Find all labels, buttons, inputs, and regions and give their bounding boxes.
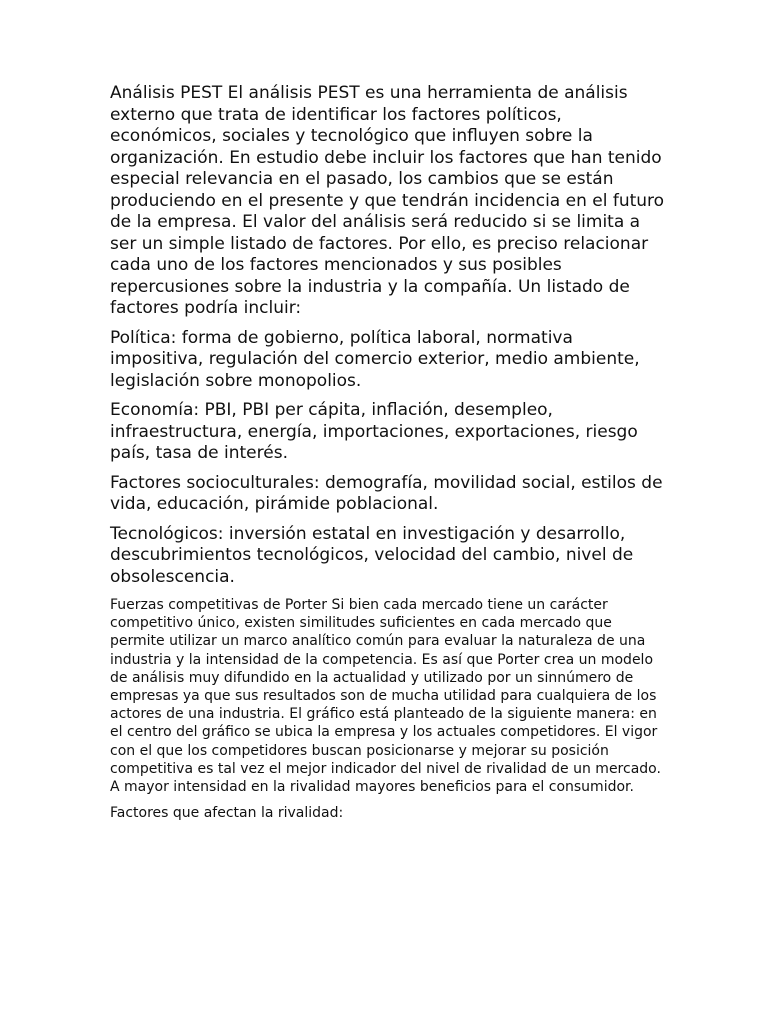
paragraph-socioculturales: Factores socioculturales: demografía, movilidad social, estilos de vida, educación, pirámide poblacional. — [110, 472, 663, 514]
paragraph-pest-intro: Análisis PEST El análisis PEST es una herramienta de análisis externo que trata de identificar los factores políticos, económicos, sociales y tecnológico que influyen sobre la organización. En estudio debe incluir los factores que han tenido especial relevancia en el pasado, los cambios que se están produciendo en el presente y que tendrán incidencia en el futuro de la empresa. El valor del análisis será reducido si se limita a ser un simple listado de factores. Por ello, es preciso relacionar cada uno de los factores mencionados y sus posibles repercusiones sobre la industria y la compañía. Un listado de factores podría incluir: — [110, 83, 665, 318]
paragraph-politica: Política: forma de gobierno, política laboral, normativa impositiva, regulación del comercio exterior, medio ambiente, legislación sobre monopolios. — [110, 327, 640, 391]
paragraph-porter: Fuerzas competitivas de Porter Si bien cada mercado tiene un carácter competitivo único, existen similitudes suficientes en cada mercado que permite utilizar un marco analítico común para evaluar la naturaleza de una industria y la intensidad de la competencia. Es así que Porter crea un modelo de análisis muy difundido en la actualidad y utilizado por un sinnúmero de empresas ya que sus resultados son de mucha utilidad para cualquiera de los actores de una industria. El gráfico está planteado de la siguiente manera: en el centro del gráfico se ubica la empresa y los actuales competidores. El vigor con el que los competidores buscan posicionarse y mejorar su posición competitiva es tal vez el mejor indicador del nivel de rivalidad de un mercado. A mayor intensidad en la rivalidad mayores beneficios para el consumidor. — [110, 597, 661, 796]
paragraph-rivalidad-heading: Factores que afectan la rivalidad: — [110, 805, 344, 822]
paragraph-economia: Economía: PBI, PBI per cápita, inflación, desempleo, infraestructura, energía, importaciones, exportaciones, riesgo país, tasa de interés. — [110, 400, 638, 463]
document-page — [110, 83, 666, 830]
paragraph-tecnologicos: Tecnológicos: inversión estatal en investigación y desarrollo, descubrimientos tecnológicos, velocidad del cambio, nivel de obsolescencia. — [110, 523, 634, 587]
